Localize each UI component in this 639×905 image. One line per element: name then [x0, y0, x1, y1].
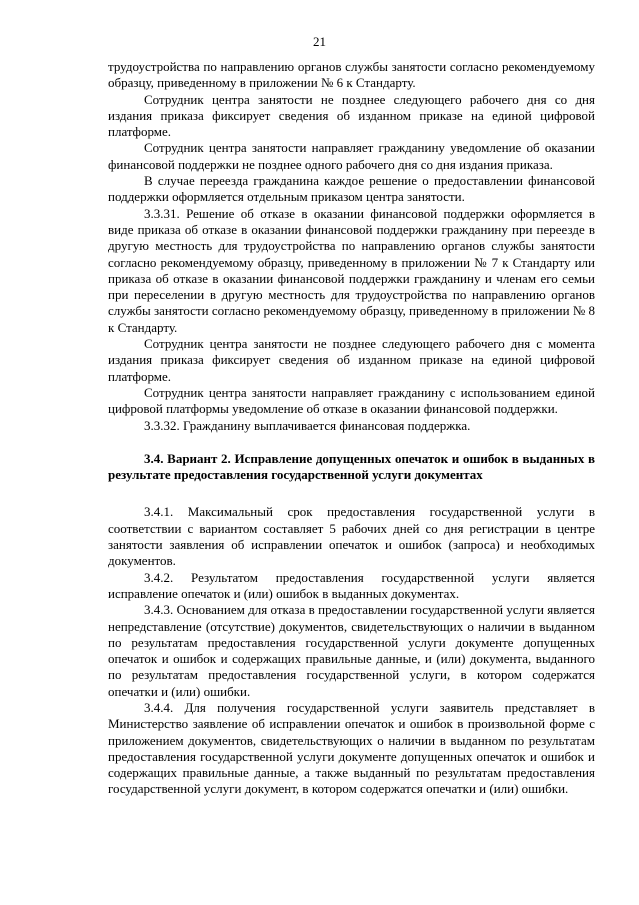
- paragraph: трудоустройства по направлению органов службы занятости согласно рекомендуемому образцу, приведенному в приложении № 6 к Стандарту.: [108, 59, 595, 91]
- paragraph: Сотрудник центра занятости направляет гражданину уведомление об оказании финансовой поддержки не позднее одного рабочего дня со дня издания приказа.: [108, 140, 595, 172]
- paragraph: 3.4.1. Максимальный срок предоставления государственной услуги в соответствии с вариантом составляет 5 рабочих дней со дня регистрации в центре занятости заявления об исправлении опечаток и ошибок (запроса) и необходимых документов.: [108, 504, 595, 569]
- paragraph: Сотрудник центра занятости не позднее следующего рабочего дня со дня издания приказа фиксирует сведения об изданном приказе на единой цифровой платформе.: [108, 91, 595, 140]
- paragraph: 3.4.3. Основанием для отказа в предоставлении государственной услуги является непредставление (отсутствие) документов, свидетельствующих о наличии в выданном по результатам предоставления государственной услуги документе допущенных опечаток и ошибок и содержащих правильные данные, и (или) документа, выданного по результатам предоставления государственной услуги, в котором содержатся опечатки и (или) ошибки.: [108, 602, 595, 699]
- paragraph: 3.3.31. Решение об отказе в оказании финансовой поддержки оформляется в виде приказа об отказе в оказании финансовой поддержки гражданину при переезде в другую местность для трудоустройства по направлению органов службы занятости согласно рекомендуемому образцу, приведенному в приложении № 7 к Стандарту или приказа об отказе в оказании финансовой поддержки гражданину и членам его семьи при переселении в другую местность для трудоустройства по направлению органов службы занятости согласно рекомендуемому образцу, приведенному в приложении № 8 к Стандарту.: [108, 205, 595, 335]
- paragraph: В случае переезда гражданина каждое решение о предоставлении финансовой поддержки оформляется отдельным приказом центра занятости.: [108, 173, 595, 205]
- paragraph: 3.3.32. Гражданину выплачивается финансовая поддержка.: [144, 417, 471, 433]
- document-body: [108, 59, 595, 798]
- paragraph: 3.4.4. Для получения государственной услуги заявитель представляет в Министерство заявление об исправлении опечаток и ошибок в произвольной форме с приложением документов, свидетельствующих о наличии в выданном по результатам предоставления государственной услуги документе допущенных опечаток и ошибок и содержащих правильные данные, а также выданный по результатам предоставления государственной услуги документ, в котором содержатся опечатки и (или) ошибки.: [108, 699, 595, 797]
- page-number: 21: [313, 34, 326, 49]
- paragraph: Сотрудник центра занятости направляет гражданину с использованием единой цифровой платформы уведомление об отказе в оказании финансовой поддержки.: [108, 384, 595, 417]
- section-heading: 3.4. Вариант 2. Исправление допущенных опечаток и ошибок в выданных в результате предоставления государственной услуги документах: [108, 450, 595, 483]
- paragraph: Сотрудник центра занятости не позднее следующего рабочего дня с момента издания приказа фиксирует сведения об изданном приказе на единой цифровой платформе.: [108, 336, 595, 384]
- paragraph: 3.4.2. Результатом предоставления государственной услуги является исправление опечаток и (или) ошибок в выданных документах.: [108, 569, 595, 601]
